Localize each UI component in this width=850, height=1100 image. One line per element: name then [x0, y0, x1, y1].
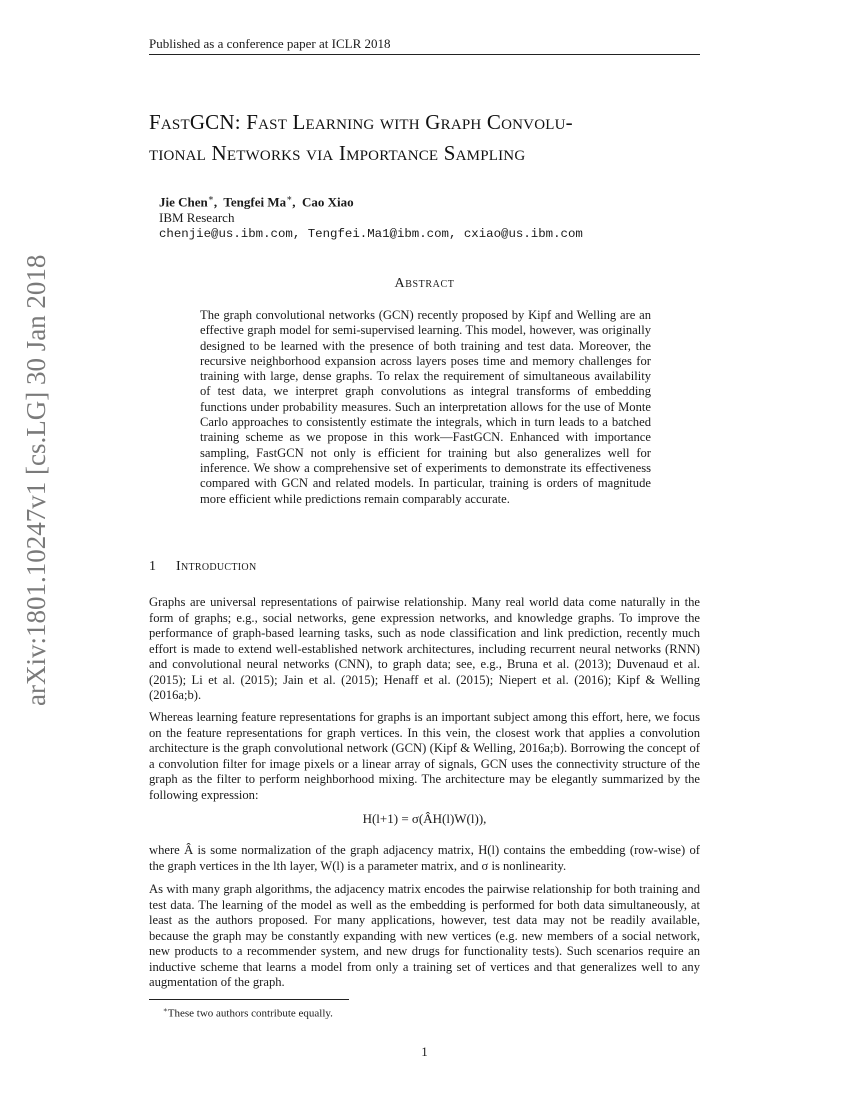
author-name: Tengfei Ma [223, 194, 287, 210]
author-names: Jie Chen∗, Tengfei Ma∗, Cao Xiao [159, 193, 354, 210]
title-line-2: tional Networks via Importance Sampling [149, 141, 526, 165]
intro-paragraph-1: Graphs are universal representations of pairwise relationship. Many real world data come naturally in the form of graphs; e.g., social networks, gene expression networks, and knowledge graphs. To improve the performance of graph-based learning tasks, such as node classification and link prediction, recently much effort is made to extend well-established network architectures, including recurrent neural networks (RNN) and convolutional neural networks (CNN), to graph data; see, e.g., Bruna et al. (2013); Duvenaud et al. (2015); Li et al. (2015); Jain et al. (2015); Henaff et al. (2015); Niepert et al. (2016); Kipf & Welling (2016a;b). [149, 595, 700, 702]
author-name: Jie Chen [159, 194, 208, 210]
affiliation: IBM Research [159, 210, 235, 226]
author-block [159, 190, 679, 242]
intro-paragraph-4: As with many graph algorithms, the adjacency matrix encodes the pairwise relationship for both training and test data. The learning of the model as well as the embedding is performed for both data simultaneously, at least as the authors proposed. For many applications, however, test data may not be readily available, because the graph may be constantly expanding with new vertices (e.g. new members of a social network, new products to a recommender system, and new drugs for functionality tests). Such scenarios require an inductive scheme that learns a model from only a training set of vertices and that generalizes well to any augmentation of the graph. [149, 882, 700, 989]
page-number: 1 [421, 1044, 428, 1059]
author-footnote-mark: ∗ [286, 193, 293, 203]
section-title: Introduction [176, 559, 257, 574]
intro-paragraph-3: where Â is some normalization of the graph adjacency matrix, H(l) contains the embedding (row-wise) of the graph vertices in the lth layer, W(l) is a parameter matrix, and σ is nonlinearity. [149, 843, 700, 873]
title-line-1: FastGCN: Fast Learning with Graph Convolu- [149, 110, 573, 134]
footnote [163, 1003, 683, 1021]
abstract-heading: Abstract [394, 276, 455, 291]
header-rule [149, 54, 700, 55]
intro-paragraph-2: Whereas learning feature representations for graphs is an important subject among this effort, here, we focus on the feature representations for graph vertices. In this vein, the closest work that applies a convolution architecture is the graph convolutional network (GCN) (Kipf & Welling, 2016a;b). Borrowing the concept of a convolution filter for image pixels or a linear array of signals, GCN uses the connectivity structure of the graph as the filter to perform neighborhood mixing. The architecture may be elegantly summarized by the following expression: [149, 710, 700, 802]
footnote-mark: ∗ [163, 1006, 168, 1014]
footnote-rule [149, 999, 349, 1000]
section-number: 1 [149, 559, 157, 574]
author-emails: chenjie@us.ibm.com, Tengfei.Ma1@ibm.com, cxiao@us.ibm.com [159, 227, 583, 242]
arxiv-identifier: arXiv:1801.10247v1 [cs.LG] 30 Jan 2018 [21, 254, 51, 706]
running-header: Published as a conference paper at ICLR 2018 [149, 36, 391, 51]
footnote-text: These two authors contribute equally. [167, 1007, 333, 1020]
paper-title [149, 107, 709, 169]
author-name: Cao Xiao [301, 194, 354, 210]
abstract-text: The graph convolutional networks (GCN) recently proposed by Kipf and Welling are an effective graph model for semi-supervised learning. This model, however, was originally designed to be learned with the presence of both training and test data. Moreover, the recursive neighborhood expansion across layers poses time and memory challenges for training with large, dense graphs. To relax the requirement of simultaneous availability of test data, we interpret graph convolutions as integral transforms of embedding functions under probability measures. Such an interpretation allows for the use of Monte Carlo approaches to consistently estimate the integrals, which in turn leads to a batched training scheme as we propose in this work—FastGCN. Enhanced with importance sampling, FastGCN not only is efficient for training but also generalizes well for inference. We show a comprehensive set of experiments to demonstrate its effectiveness compared with GCN and related models. In particular, training is orders of magnitude more efficient while predictions remain comparably accurate. [200, 308, 651, 506]
section-heading [149, 558, 700, 576]
author-footnote-mark: ∗ [207, 193, 214, 203]
gcn-equation: H(l+1) = σ(ÂH(l)W(l)), [362, 811, 487, 826]
